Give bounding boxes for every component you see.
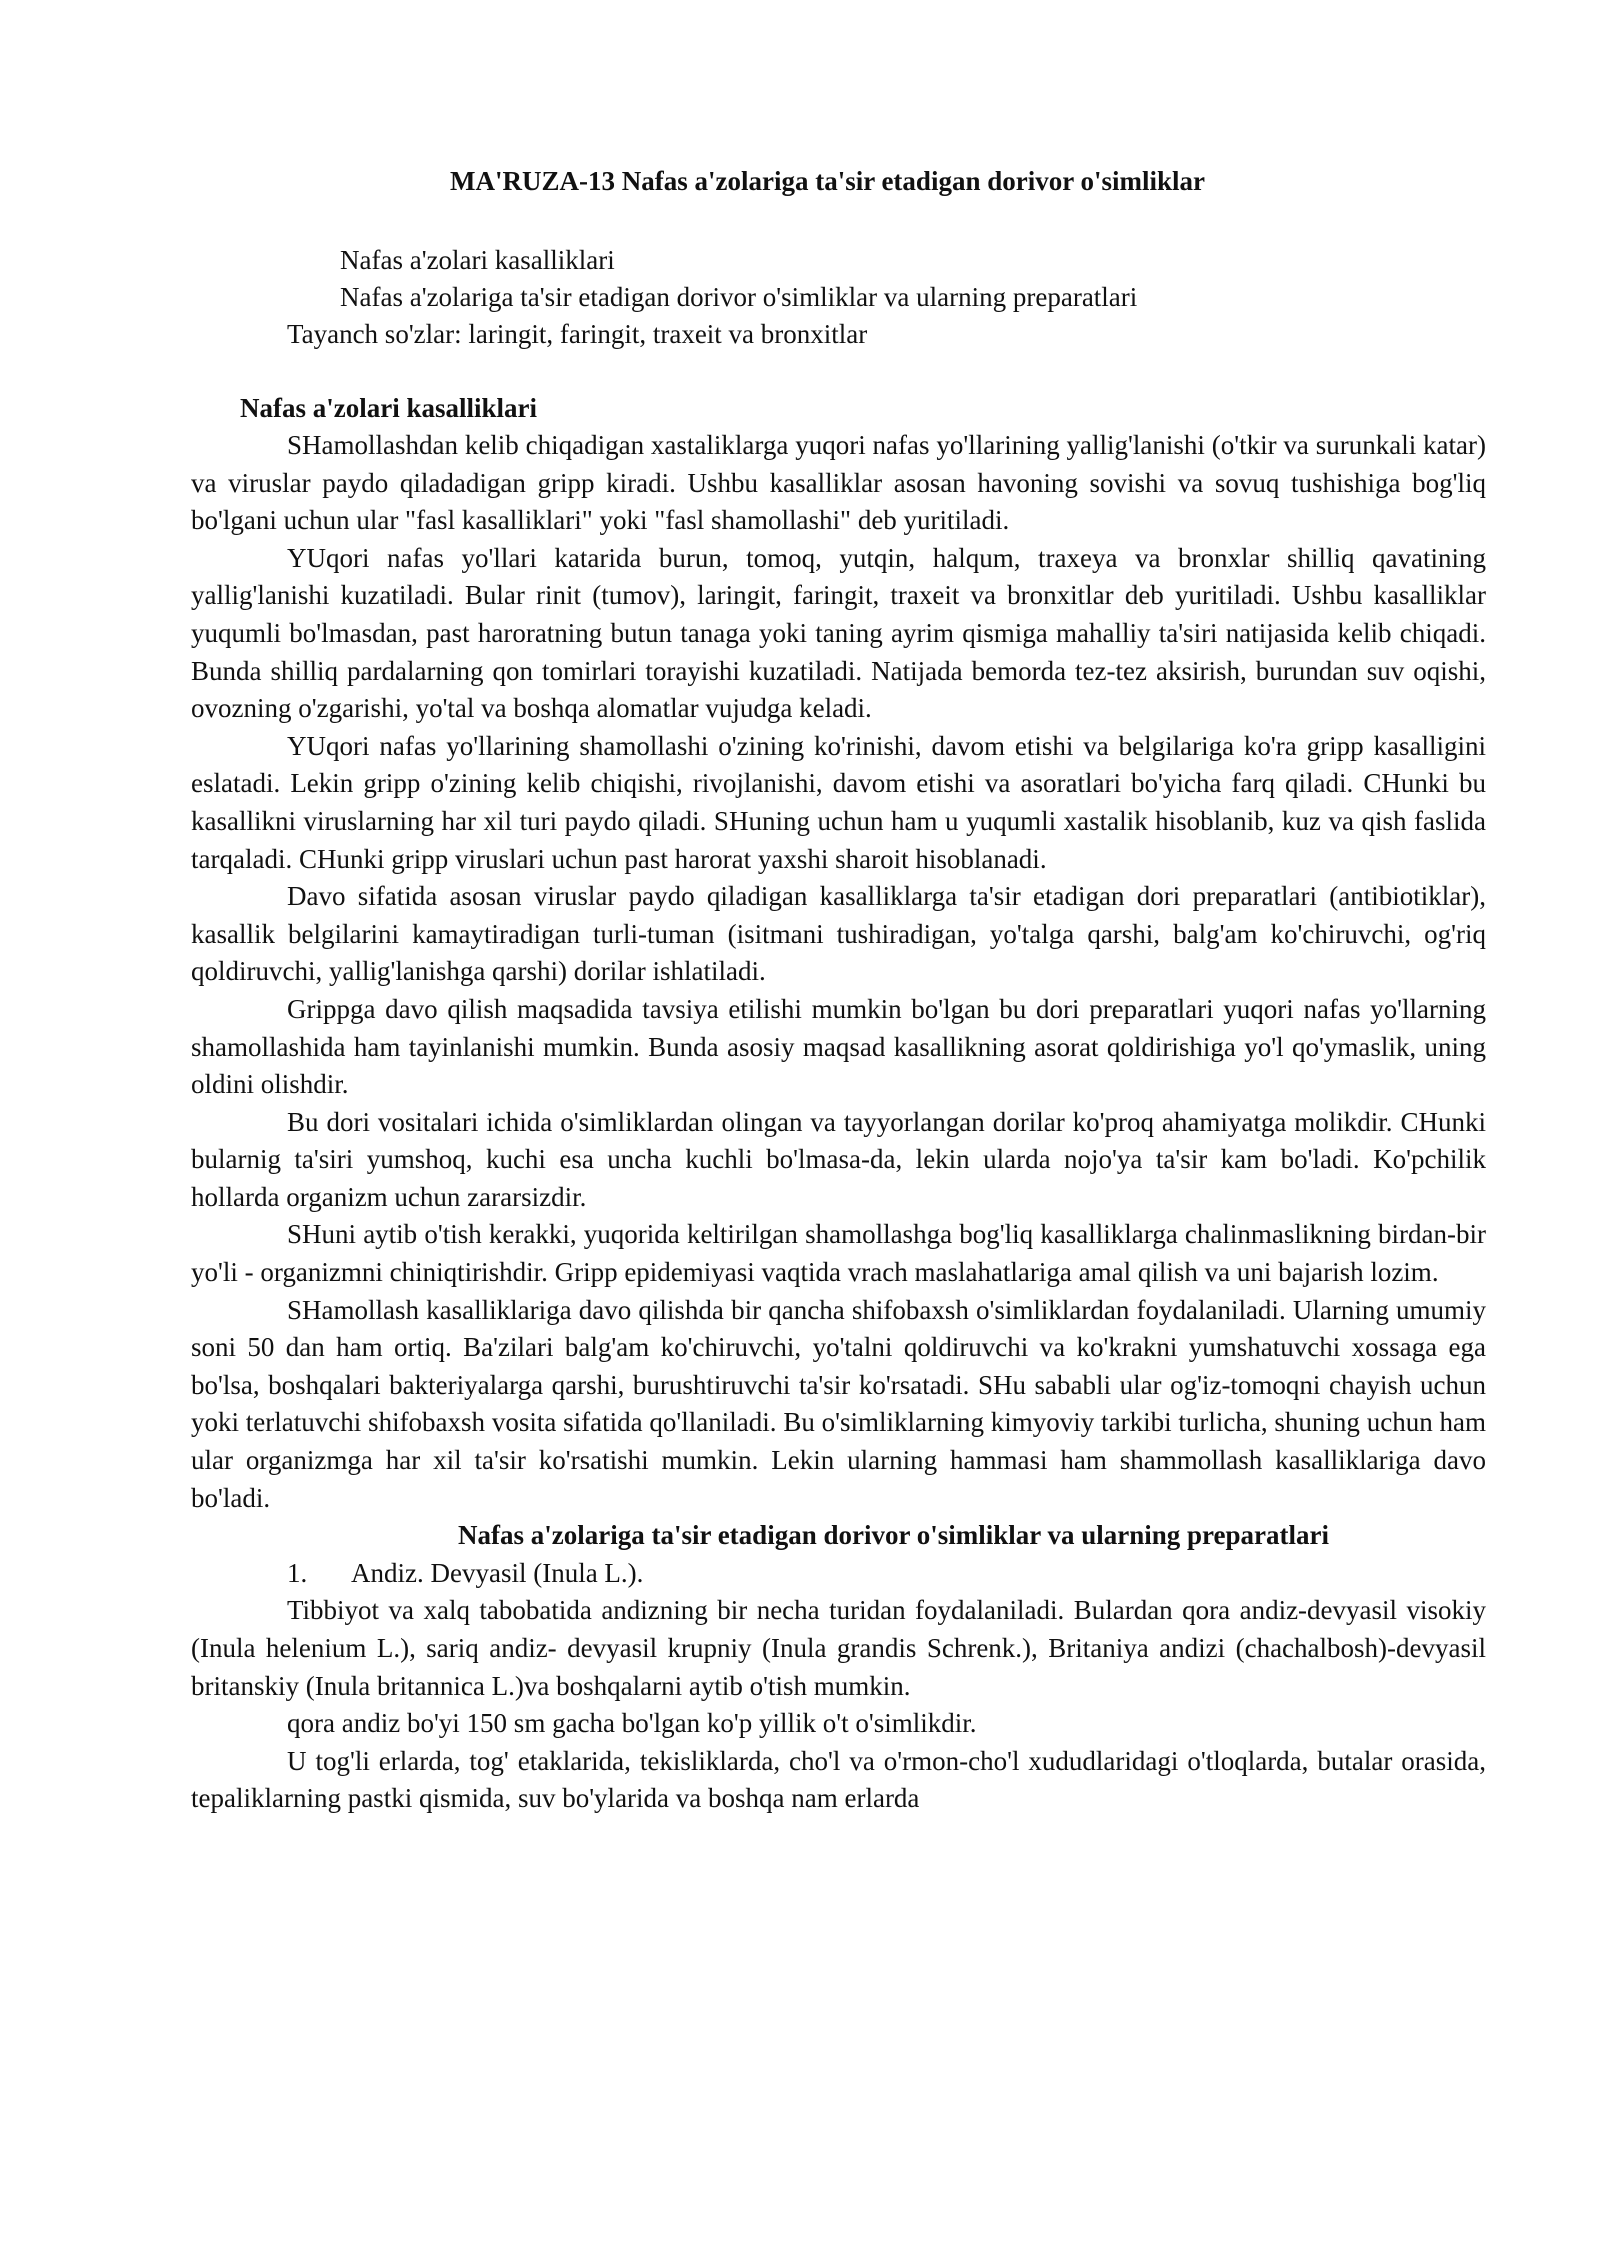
paragraph: Bu dori vositalari ichida o'simliklardan olingan va tayyorlangan dorilar ko'proq ahamiyatga molikdir. CHunki bularnig ta'siri yumshoq, kuchi esa uncha kuchli bo'lmasa-da, lekin ularda nojo'ya ta'sir kam bo'ladi. Ko'pchilik hollarda organizm uchun zararsizdir.: [191, 1106, 1486, 1212]
paragraph: SHuni aytib o'tish kerakki, yuqorida keltirilgan shamollashga bog'liq kasalliklarga chalinmaslikning birdan-bir yo'li - organizmni chiniqtirishdir. Gripp epidemiyasi vaqtida vrach maslahatlariga amal qilish va uni bajarish lozim.: [191, 1219, 1486, 1288]
paragraph: Tibbiyot va xalq tabobatida andizning bir necha turidan foydalaniladi. Bulardan qora andiz-devyasil visokiy (Inula helenium L.), sariq andiz- devyasil krupniy (Inula grandis Schrenk.), Britaniya andizi (chachalbosh)-devyasil britanskiy (Inula britannica L.)va boshqalarni aytib o'tish mumkin.: [191, 1595, 1486, 1701]
page-title: MA'RUZA-13 Nafas a'zolariga ta'sir etadigan dorivor o'simliklar: [450, 166, 1205, 196]
section-heading-1: Nafas a'zolari kasalliklari: [240, 393, 537, 423]
section-heading-2: Nafas a'zolariga ta'sir etadigan dorivor o'simliklar va ularning preparatlari: [457, 1520, 1329, 1551]
list-number: 1.: [287, 1557, 308, 1588]
paragraph: SHamollash kasalliklariga davo qilishda bir qancha shifobaxsh o'simliklardan foydalaniladi. Ularning umumiy soni 50 dan ham ortiq. Ba'zilari balg'am ko'chiruvchi, yo'talni qoldiruvchi va ko'krakni yumshatuvchi xossaga ega bo'lsa, boshqalari bakteriyalarga qarshi, burushtiruvchi ta'sir ko'rsatadi. SHu sababli ular og'iz-tomoqni chayish uchun yoki terlatuvchi shifobaxsh vosita sifatida qo'llaniladi. Bu o'simliklarning kimyoviy tarkibi turlicha, shuning uchun ham ular organizmga har xil ta'sir ko'rsatishi mumkin. Lekin ularning hammasi ham shammollash kasalliklariga davo bo'ladi.: [191, 1294, 1486, 1513]
paragraph: Davo sifatida asosan viruslar paydo qiladigan kasalliklarga ta'sir etadigan dori preparatlari (antibiotiklar), kasallik belgilarini kamaytiradigan turli-tuman (isitmani tushiradigan, yo'talga qarshi, balg'am ko'chiruvchi, og'riq qoldiruvchi, yallig'lanishga qarshi) dorilar ishlatiladi.: [191, 881, 1486, 987]
list-item-text: Andiz. Devyasil (Inula L.).: [351, 1557, 644, 1588]
paragraph: qora andiz bo'yi 150 sm gacha bo'lgan ko'p yillik o't o'simlikdir.: [287, 1708, 977, 1739]
document-body: [191, 427, 1486, 1818]
paragraph: SHamollashdan kelib chiqadigan xastaliklarga yuqori nafas yo'llarining yallig'lanishi (o'tkir va surunkali katar) va viruslar paydo qiladadigan gripp kiradi. Ushbu kasalliklar asosan havoning sovishi va sovuq tushishiga bog'liq bo'lgani uchun ular "fasl kasalliklari" yoki "fasl shamollashi" deb yuritiladi.: [191, 430, 1486, 536]
keywords-line: Tayanch so'zlar: laringit, faringit, traxeit va bronxitlar: [287, 319, 868, 349]
paragraph: YUqori nafas yo'llari katarida burun, tomoq, yutqin, halqum, traxeya va bronxlar shilliq qavatining yallig'lanishi kuzatiladi. Bular rinit (tumov), laringit, faringit, traxeit va bronxitlar deb yuritiladi. Ushbu kasalliklar yuqumli bo'lmasdan, past haroratning butun tanaga yoki taning ayrim qismiga mahalliy ta'siri natijasida kelib chiqadi. Bunda shilliq pardalarning qon tomirlari torayishi kuzatiladi. Natijada bemorda tez-tez aksirish, burundan suv oqishi, ovozning o'zgarishi, yo'tal va boshqa alomatlar vujudga keladi.: [191, 542, 1486, 724]
list-item: [191, 1555, 1486, 1593]
paragraph: YUqori nafas yo'llarining shamollashi o'zining ko'rinishi, davom etishi va belgilariga ko'ra gripp kasalligini eslatadi. Lekin gripp o'zining kelib chiqishi, rivojlanishi, davom etishi va asoratlari bo'yicha farq qiladi. CHunki bu kasallikni viruslarning har xil turi paydo qiladi. SHuning uchun ham u yuqumli xastalik hisoblanib, kuz va qish faslida tarqaladi. CHunki gripp viruslari uchun past harorat yaxshi sharoit hisoblanadi.: [191, 730, 1486, 874]
paragraph: Grippga davo qilish maqsadida tavsiya etilishi mumkin bo'lgan bu dori preparatlari yuqori nafas yo'llarning shamollashida ham tayinlanishi mumkin. Bunda asosiy maqsad kasallikning asorat qoldirishiga yo'l qo'ymaslik, uning oldini olishdir.: [191, 993, 1486, 1100]
paragraph: U tog'li erlarda, tog' etaklarida, tekisliklarda, cho'l va o'rmon-cho'l xududlaridagi o'tloqlarda, butalar orasida, tepaliklarning pastki qismida, suv bo'ylarida va boshqa nam erlarda: [191, 1745, 1486, 1814]
plan-item-1: Nafas a'zolari kasalliklari: [340, 245, 615, 275]
plan-item-2: Nafas a'zolariga ta'sir etadigan dorivor o'simliklar va ularning preparatlari: [340, 282, 1138, 312]
